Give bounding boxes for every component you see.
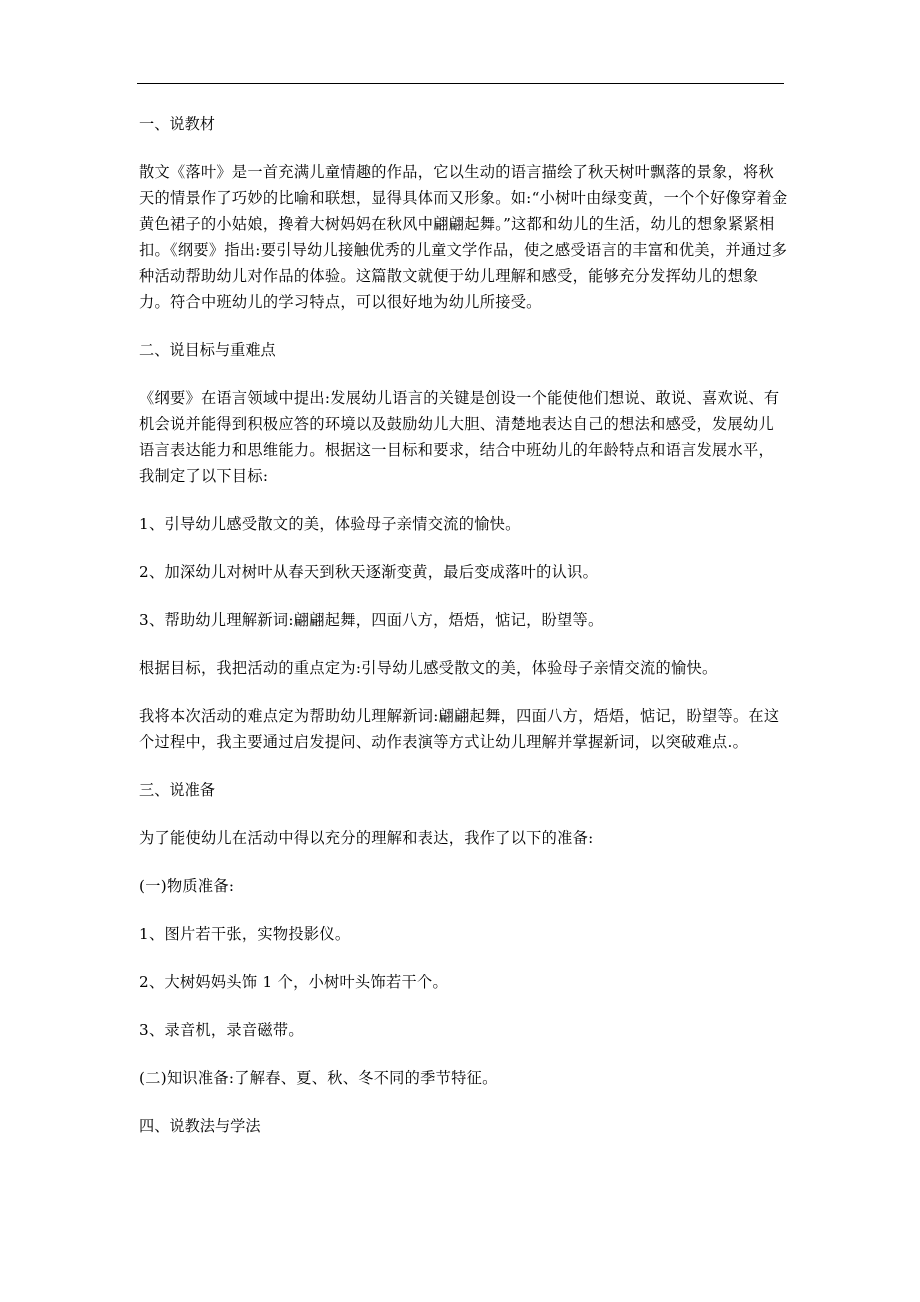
difficulty-paragraph: 我将本次活动的难点定为帮助幼儿理解新词:翩翩起舞，四面八方，焐焐，惦记，盼望等。在这个过程中，我主要通过启发提问、动作表演等方式让幼儿理解并掌握新词，以突破难点.。 bbox=[139, 707, 780, 751]
section-1-paragraph: 散文《落叶》是一首充满儿童情趣的作品，它以生动的语言描绘了秋天树叶飘落的景象，将秋天的情景作了巧妙的比喻和联想，显得具体而又形象。如:“小树叶由绿变黄，一个个好像穿着金黄色裙子的小姑娘，搀着大树妈妈在秋风中翩翩起舞。”这都和幼儿的生活，幼儿的想象紧紧相扣。《纲要》指出:要引导幼儿接触优秀的儿童文学作品，使之感受语言的丰富和优美，并通过多种活动帮助幼儿对作品的体验。这篇散文就便于幼儿理解和感受，能够充分发挥幼儿的想象力。符合中班幼儿的学习特点，可以很好地为幼儿所接受。 bbox=[139, 163, 788, 311]
section-2-paragraph: 《纲要》在语言领域中提出:发展幼儿语言的关键是创设一个能使他们想说、敢说、喜欢说、有机会说并能得到积极应答的环境以及鼓励幼儿大胆、清楚地表达自己的想法和感受，发展幼儿语言表达能力和思维能力。根据这一目标和要求，结合中班幼儿的年龄特点和语言发展水平，我制定了以下目标: bbox=[139, 389, 780, 485]
goal-item-1: 1、引导幼儿感受散文的美，体验母子亲情交流的愉快。 bbox=[139, 515, 521, 533]
header-rule bbox=[137, 83, 784, 84]
document-body bbox=[139, 111, 789, 1139]
key-point-paragraph: 根据目标，我把活动的重点定为:引导幼儿感受散文的美，体验母子亲情交流的愉快。 bbox=[139, 659, 718, 677]
section-3-intro: 为了能使幼儿在活动中得以充分的理解和表达，我作了以下的准备: bbox=[139, 829, 594, 847]
section-4-heading: 四、说教法与学法 bbox=[139, 1117, 261, 1135]
section-2-heading: 二、说目标与重难点 bbox=[139, 341, 276, 359]
knowledge-preparation: (二)知识准备:了解春、夏、秋、冬不同的季节特征。 bbox=[139, 1069, 498, 1087]
goal-item-3: 3、帮助幼儿理解新词:翩翩起舞，四面八方，焐焐，惦记，盼望等。 bbox=[139, 611, 604, 629]
material-item-2: 2、大树妈妈头饰 1 个，小树叶头饰若干个。 bbox=[139, 973, 448, 991]
material-item-3: 3、录音机，录音磁带。 bbox=[139, 1021, 304, 1039]
material-item-1: 1、图片若干张，实物投影仪。 bbox=[139, 925, 351, 943]
section-1-heading: 一、说教材 bbox=[139, 115, 215, 133]
material-heading: (一)物质准备: bbox=[139, 877, 235, 895]
section-3-heading: 三、说准备 bbox=[139, 781, 215, 799]
goal-item-2: 2、加深幼儿对树叶从春天到秋天逐渐变黄，最后变成落叶的认识。 bbox=[139, 563, 599, 581]
